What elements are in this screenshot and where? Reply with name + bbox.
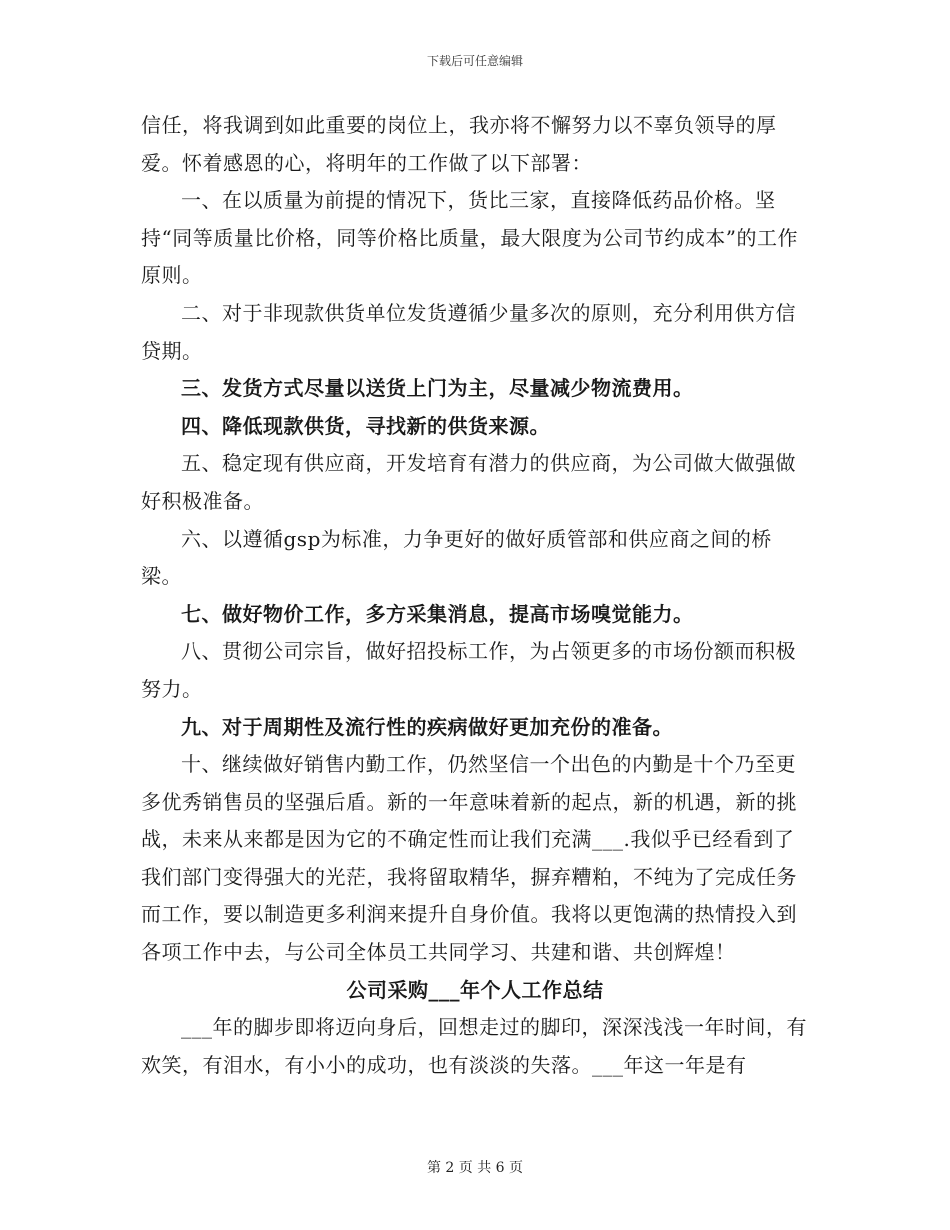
paragraph-item-1: 一、在以质量为前提的情况下，货比三家，直接降低药品价格。坚持“同等质量比价格，同等价格比质量，最大限度为公司节约成本”的工作原则。 [141,188,798,288]
page-number: 第 2 页 共 6 页 [426,1160,524,1176]
paragraph-item-10: 十、继续做好销售内勤工作，仍然坚信一个出色的内勤是十个乃至更多优秀销售员的坚强后盾。新的一年意味着新的起点，新的机遇，新的挑战，未来从来都是因为它的不确定性而让我们充满___.我似乎已经看到了我们部门变得强大的光茫，我将留取精华，摒弃糟粕，不纯为了完成任务而工作，要以制造更多利润来提升自身价值。我将以更饱满的热情投入到各项工作中去，与公司全体员工共同学习、共建和谐、共创辉煌！ [141,752,797,965]
header-note: 下载后可任意编辑 [426,54,523,68]
paragraph-item-4: 四、降低现款供货，寻找新的供货来源。 [181,413,550,438]
paragraph-item-9: 九、对于周期性及流行性的疾病做好更加充份的准备。 [181,714,673,739]
paragraph-item-3: 三、发货方式尽量以送货上门为主，尽量减少物流费用。 [181,376,694,401]
paragraph-intro: 信任，将我调到如此重要的岗位上，我亦将不懈努力以不辜负领导的厚爱。怀着感恩的心，将明年的工作做了以下部署： [141,113,777,175]
paragraph-item-5: 五、稳定现有供应商，开发培育有潜力的供应商，为公司做大做强做好积极准备。 [141,451,796,513]
paragraph-item-7: 七、做好物价工作，多方采集消息，提高市场嗅觉能力。 [181,601,694,626]
paragraph-item-8: 八、贯彻公司宗旨，做好招投标工作，为占领更多的市场份额而积极努力。 [141,639,796,701]
section-title: 公司采购___年个人工作总结 [346,977,604,1002]
paragraph-summary-start: ___年的脚步即将迈向身后，回想走过的脚印，深深浅浅一年时间，有欢笑，有泪水，有小小的成功，也有淡淡的失落。___年这一年是有 [141,1015,807,1077]
paragraph-item-2: 二、对于非现款供货单位发货遵循少量多次的原则，充分利用供方信贷期。 [141,300,796,363]
paragraph-item-6: 六、以遵循gsp为标准，力争更好的做好质管部和供应商之间的桥梁。 [141,526,772,589]
document-body [141,107,809,1084]
